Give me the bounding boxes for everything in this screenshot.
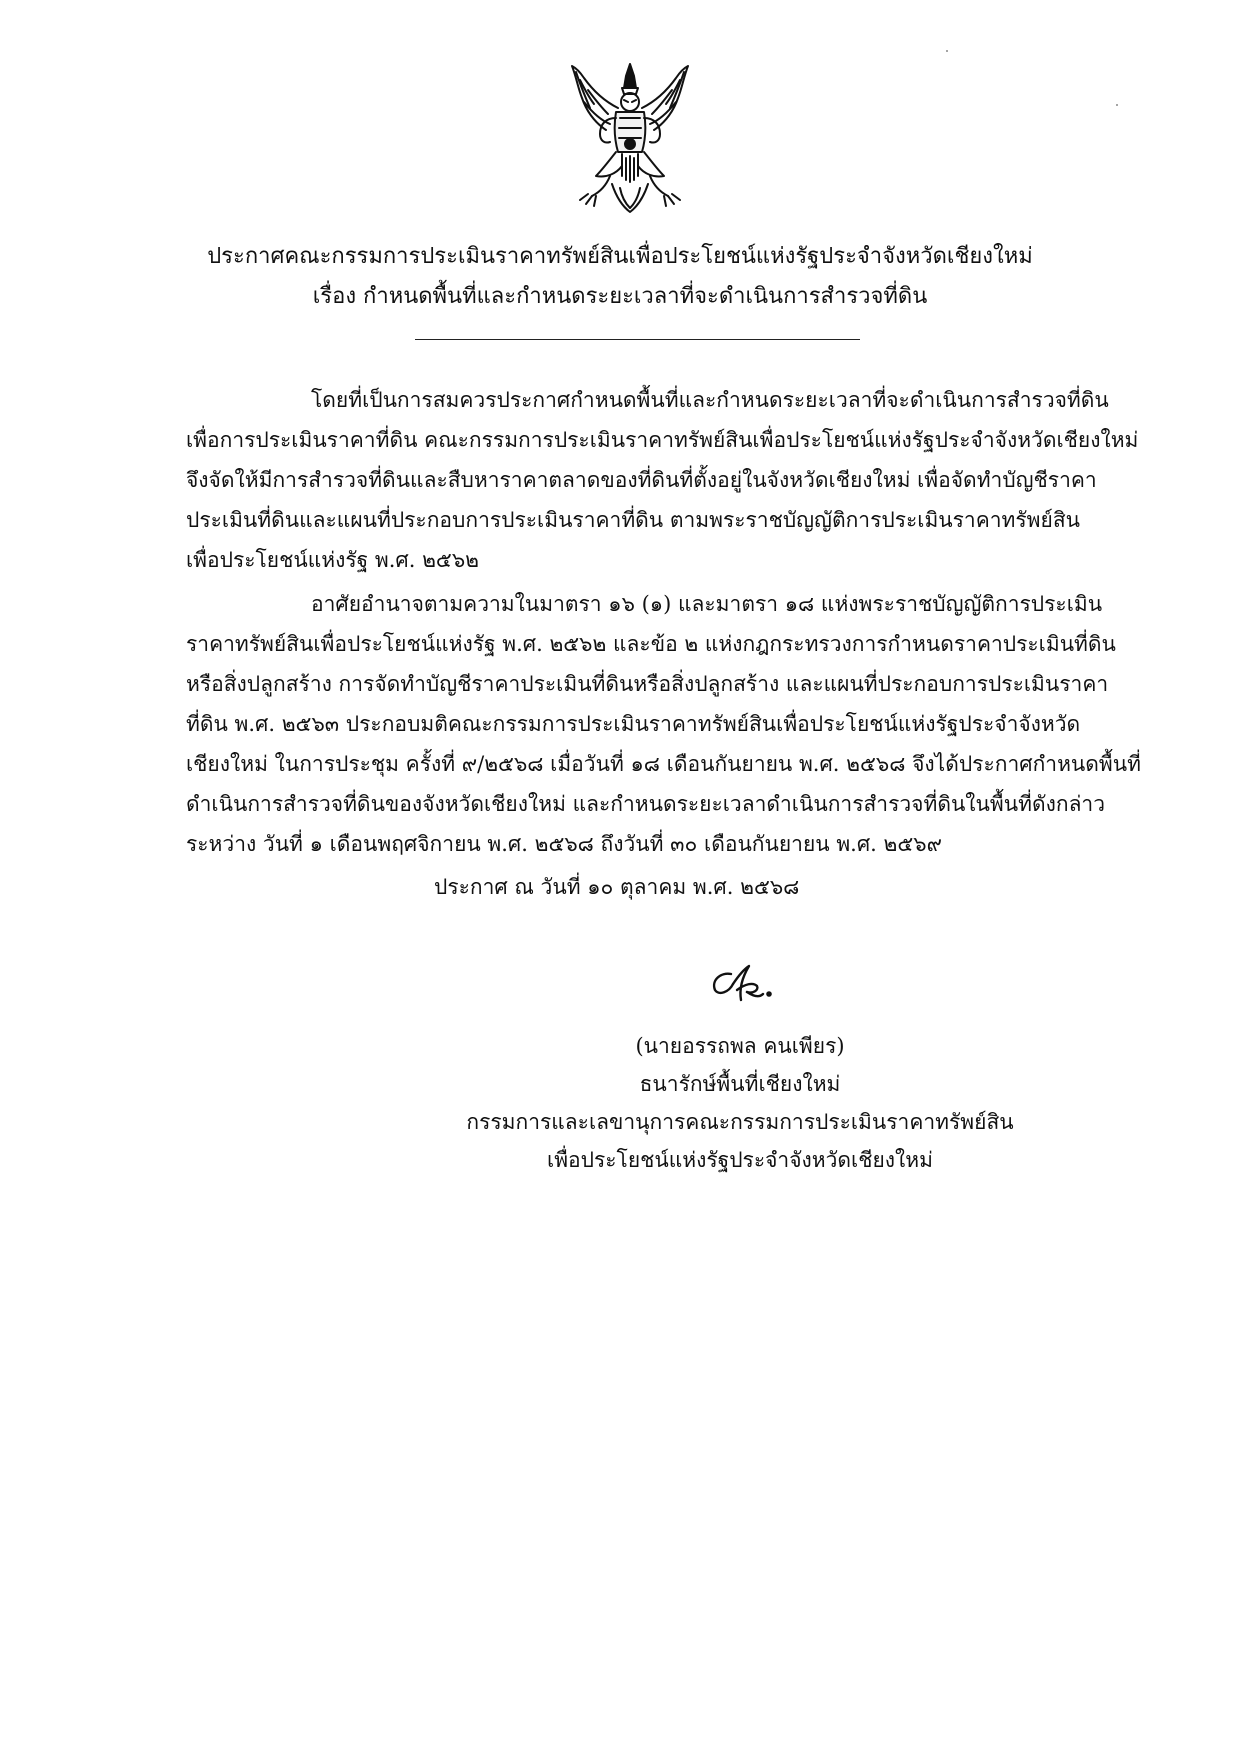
announcement-subject: เรื่อง กำหนดพื้นที่และกำหนดระยะเวลาที่จะดำเนินการสำรวจที่ดิน	[312, 284, 928, 309]
paragraph-line: หรือสิ่งปลูกสร้าง การจัดทำบัญชีราคาประเมินที่ดินหรือสิ่งปลูกสร้าง และแผนที่ประกอบการประเมินราคา	[186, 672, 1109, 696]
body-paragraph-1	[186, 380, 1139, 580]
signatory-position: ธนารักษ์พื้นที่เชียงใหม่	[639, 1072, 841, 1096]
paragraph-line: เชียงใหม่ ในการประชุม ครั้งที่ ๙/๒๕๖๘ เมื่อวันที่ ๑๘ เดือนกันยายน พ.ศ. ๒๕๖๘ จึงได้ประกาศกำหนดพื้นที่	[186, 752, 1141, 776]
signatory-block	[440, 1027, 1040, 1179]
scan-speck	[1116, 104, 1118, 106]
handwritten-signature-icon	[703, 960, 783, 1006]
signatory-name: (นายอรรถพล คนเพียร)	[635, 1034, 845, 1058]
paragraph-line: เพื่อประโยชน์แห่งรัฐ พ.ศ. ๒๕๖๒	[186, 548, 479, 572]
paragraph-line: ระหว่าง วันที่ ๑ เดือนพฤศจิกายน พ.ศ. ๒๕๖๘ ถึงวันที่ ๓๐ เดือนกันยายน พ.ศ. ๒๕๖๙	[186, 832, 942, 856]
paragraph-line: อาศัยอำนาจตามความในมาตรา ๑๖ (๑) และมาตรา ๑๘ แห่งพระราชบัญญัติการประเมิน	[311, 592, 1103, 616]
announcement-title: ประกาศคณะกรรมการประเมินราคาทรัพย์สินเพื่อประโยชน์แห่งรัฐประจำจังหวัดเชียงใหม่	[207, 244, 1033, 269]
paragraph-line: ดำเนินการสำรวจที่ดินของจังหวัดเชียงใหม่ และกำหนดระยะเวลาดำเนินการสำรวจที่ดินในพื้นที่ดังกล่าว	[186, 792, 1106, 816]
signatory-position: เพื่อประโยชน์แห่งรัฐประจำจังหวัดเชียงใหม่	[547, 1148, 933, 1172]
heading-divider	[415, 339, 860, 340]
paragraph-line: ที่ดิน พ.ศ. ๒๕๖๓ ประกอบมติคณะกรรมการประเมินราคาทรัพย์สินเพื่อประโยชน์แห่งรัฐประจำจังหวัด	[186, 712, 1081, 736]
garuda-emblem-icon	[566, 58, 694, 218]
paragraph-line: ราคาทรัพย์สินเพื่อประโยชน์แห่งรัฐ พ.ศ. ๒๕๖๒ และข้อ ๒ แห่งกฎกระทรวงการกำหนดราคาประเมินที่ดิน	[186, 632, 1116, 656]
paragraph-line: โดยที่เป็นการสมควรประกาศกำหนดพื้นที่และกำหนดระยะเวลาที่จะดำเนินการสำรวจที่ดิน	[311, 388, 1109, 412]
paragraph-line: ประเมินที่ดินและแผนที่ประกอบการประเมินราคาที่ดิน ตามพระราชบัญญัติการประเมินราคาทรัพย์สิน	[186, 508, 1080, 532]
body-paragraph-2	[186, 584, 1141, 864]
paragraph-line: เพื่อการประเมินราคาที่ดิน คณะกรรมการประเมินราคาทรัพย์สินเพื่อประโยชน์แห่งรัฐประจำจังหวัดเชียงใหม่	[186, 428, 1139, 452]
scan-speck	[946, 50, 948, 52]
signatory-position: กรรมการและเลขานุการคณะกรรมการประเมินราคาทรัพย์สิน	[466, 1110, 1014, 1134]
announcement-date: ประกาศ ณ วันที่ ๑๐ ตุลาคม พ.ศ. ๒๕๖๘	[434, 875, 800, 899]
paragraph-line: จึงจัดให้มีการสำรวจที่ดินและสืบหาราคาตลาดของที่ดินที่ตั้งอยู่ในจังหวัดเชียงใหม่ เพื่อจัดทำบัญชีราคา	[186, 468, 1097, 492]
